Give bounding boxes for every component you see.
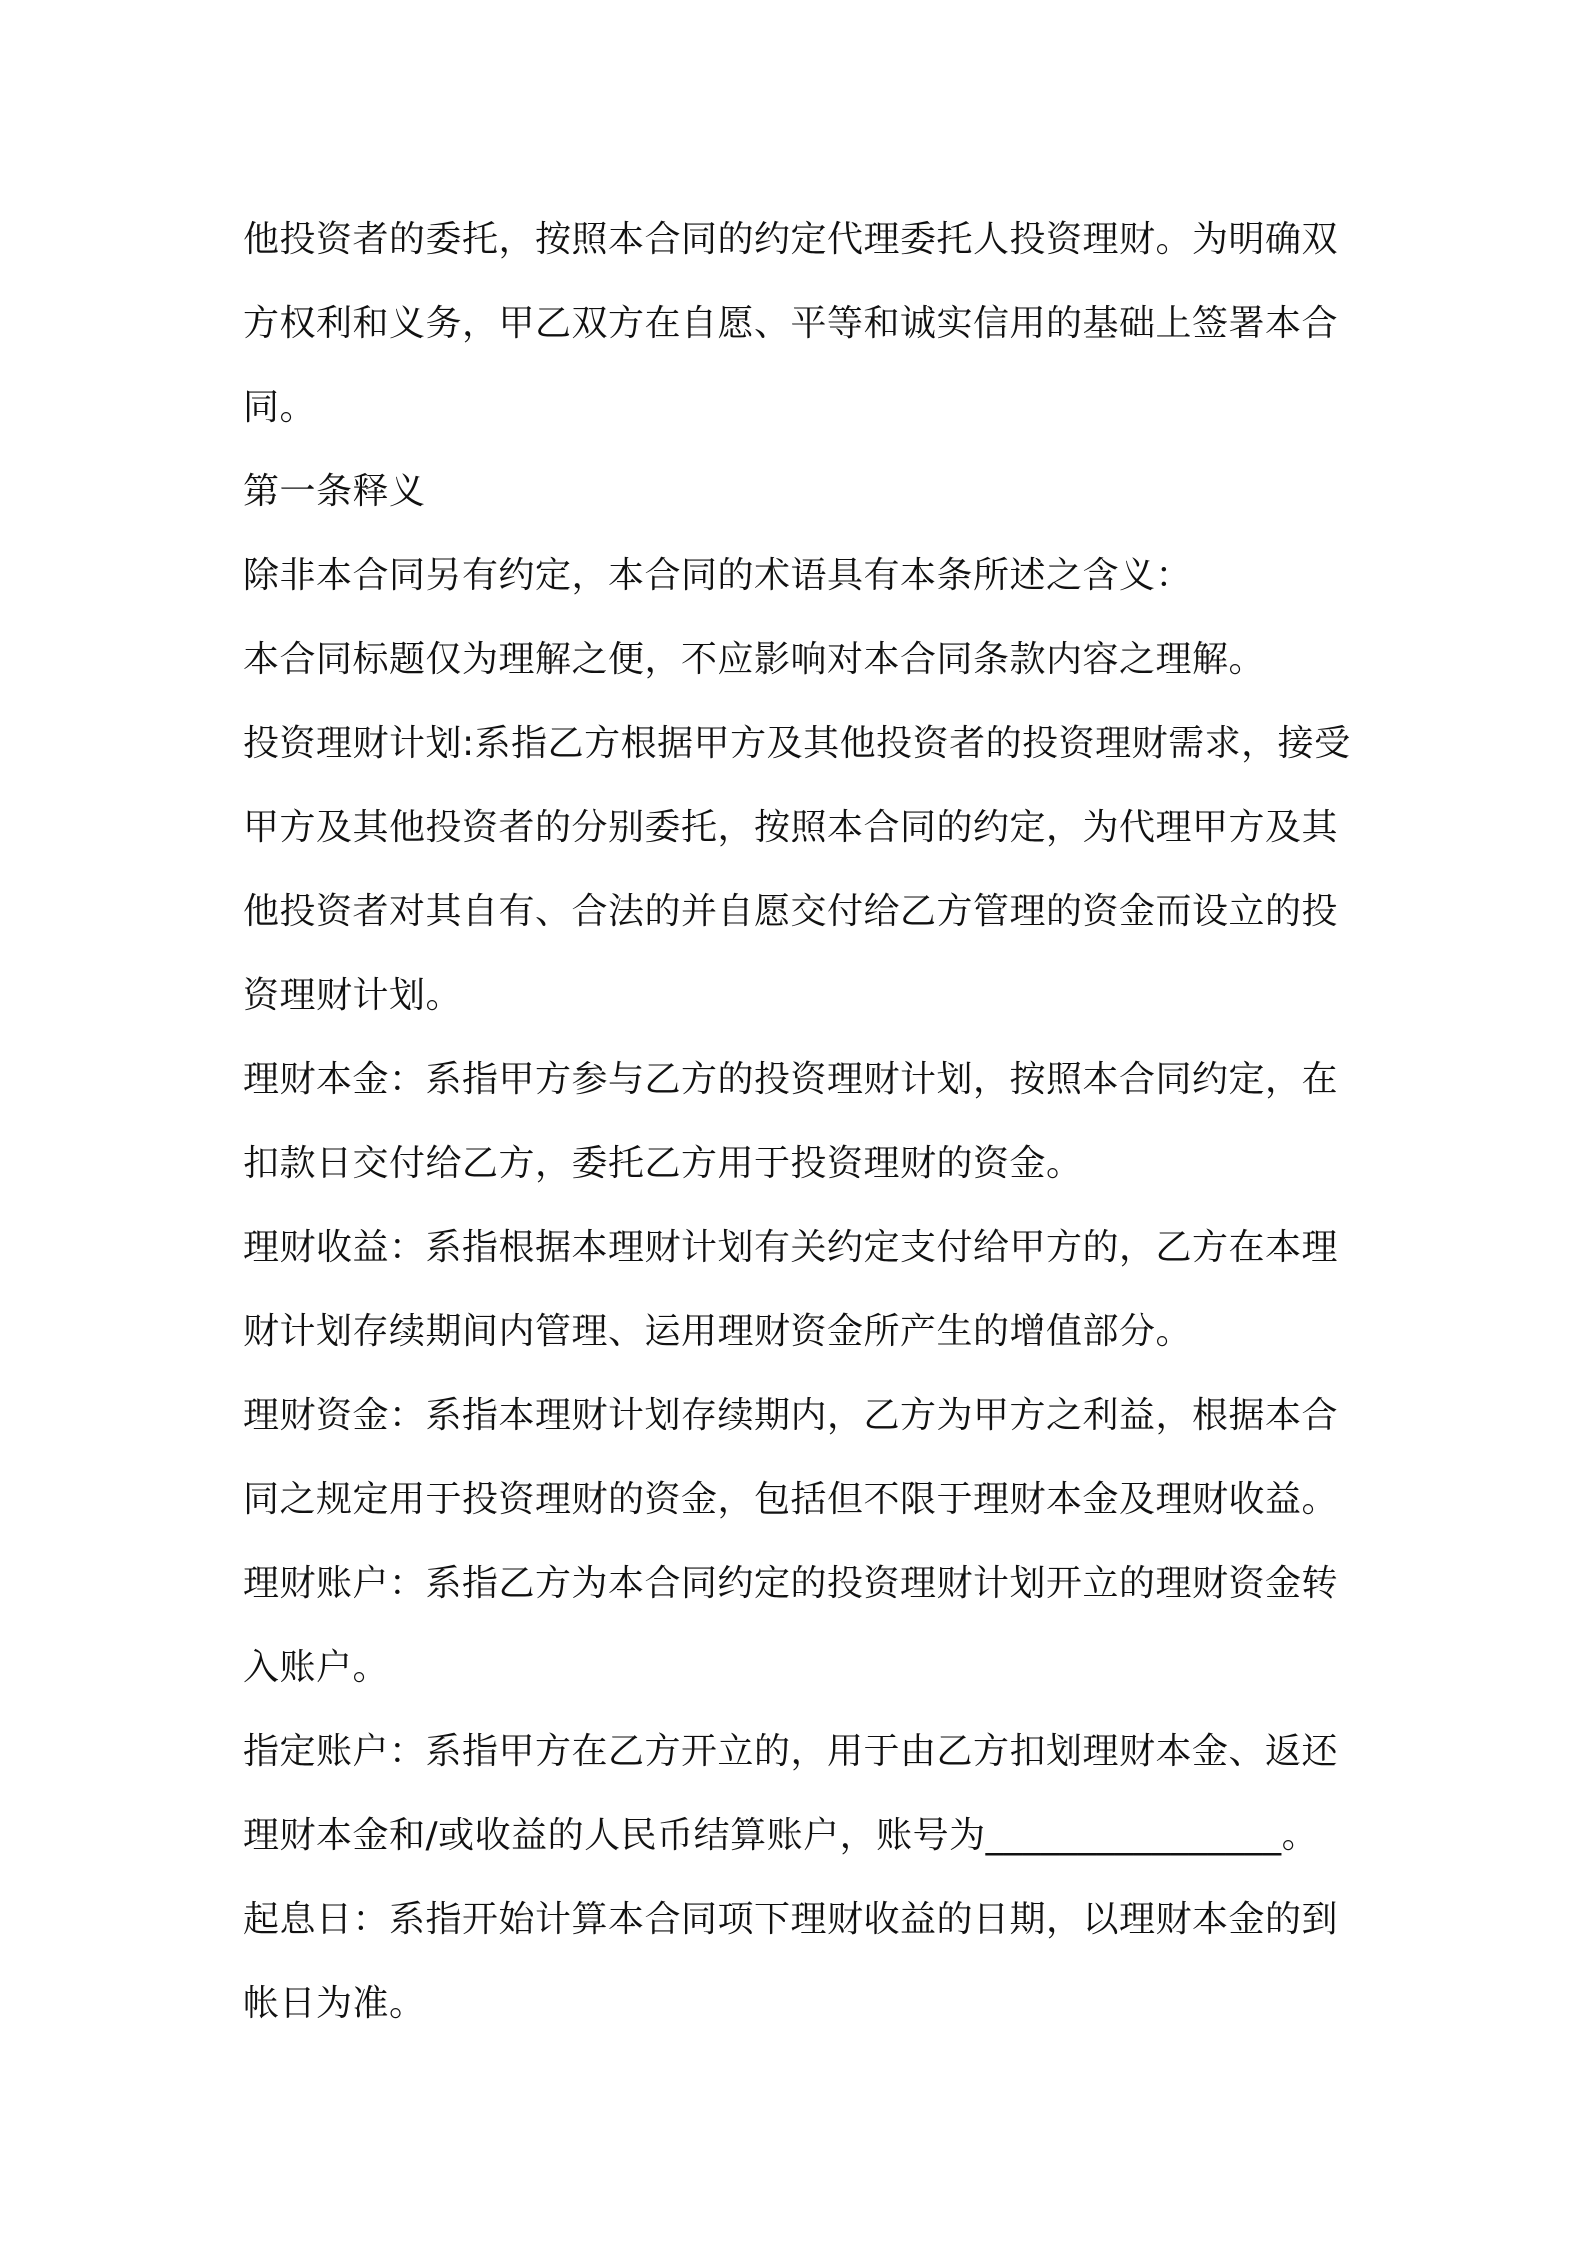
definition-returns: 理财收益：系指根据本理财计划有关约定支付给甲方的，乙方在本理财计划存续期间内管理、运用理财资金所产生的增值部分。 <box>243 1227 1339 1352</box>
document-body <box>243 198 1363 2046</box>
section-heading-article-1: 第一条释义 <box>243 471 426 512</box>
definition-designated-account: 指定账户：系指甲方在乙方开立的，用于由乙方扣划理财本金、返还理财本金和/或收益的人民币结算账户，账号为________________。 <box>243 1731 1339 1856</box>
paragraph-intro-continuation: 他投资者的委托，按照本合同的约定代理委托人投资理财。为明确双方权利和义务，甲乙双方在自愿、平等和诚实信用的基础上签署本合同。 <box>243 219 1339 428</box>
definition-finance-account: 理财账户：系指乙方为本合同约定的投资理财计划开立的理财资金转入账户。 <box>243 1563 1339 1688</box>
definition-funds: 理财资金：系指本理财计划存续期内，乙方为甲方之利益，根据本合同之规定用于投资理财的资金，包括但不限于理财本金及理财收益。 <box>243 1395 1339 1520</box>
definition-principal: 理财本金：系指甲方参与乙方的投资理财计划，按照本合同约定，在扣款日交付给乙方，委托乙方用于投资理财的资金。 <box>243 1059 1339 1184</box>
paragraph-title-clause: 本合同标题仅为理解之便，不应影响对本合同条款内容之理解。 <box>243 639 1266 680</box>
definition-value-date: 起息日：系指开始计算本合同项下理财收益的日期，以理财本金的到帐日为准。 <box>243 1899 1339 2024</box>
definition-investment-plan: 投资理财计划:系指乙方根据甲方及其他投资者的投资理财需求，接受甲方及其他投资者的分别委托，按照本合同的约定，为代理甲方及其他投资者对其自有、合法的并自愿交付给乙方管理的资金而设立的投资理财计划。 <box>243 723 1351 1016</box>
paragraph-definitions-intro: 除非本合同另有约定，本合同的术语具有本条所述之含义： <box>243 555 1193 596</box>
